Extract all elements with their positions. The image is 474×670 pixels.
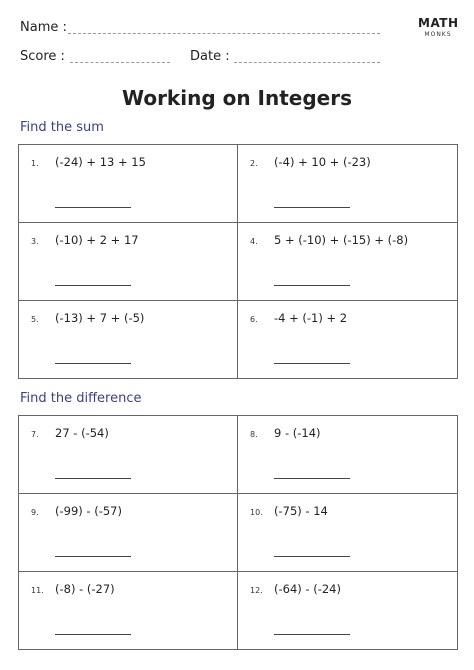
- problem-cell: [19, 494, 238, 572]
- worksheet-title: Working on Integers: [121, 86, 353, 110]
- problem-grid-difference: [18, 415, 458, 650]
- answer-line[interactable]: [274, 285, 350, 286]
- date-line[interactable]: [234, 62, 380, 63]
- problem-number: 11.: [31, 586, 44, 595]
- problem-number: 1.: [31, 159, 39, 168]
- problem-expression: -4 + (-1) + 2: [274, 311, 348, 325]
- answer-line[interactable]: [55, 634, 131, 635]
- problem-cell: [238, 301, 457, 378]
- score-line[interactable]: [70, 62, 170, 63]
- problem-expression: 27 - (-54): [55, 426, 109, 440]
- logo-text-top: MATH: [418, 16, 459, 30]
- problem-cell: [238, 572, 457, 649]
- answer-line[interactable]: [274, 207, 350, 208]
- problem-cell: [19, 416, 238, 494]
- answer-line[interactable]: [55, 363, 131, 364]
- problem-expression: (-10) + 2 + 17: [55, 233, 139, 247]
- problem-number: 10.: [250, 508, 263, 517]
- problem-cell: [238, 494, 457, 572]
- score-label: Score :: [20, 49, 65, 64]
- problem-cell: [19, 145, 238, 223]
- problem-number: 7.: [31, 430, 39, 439]
- problem-expression: (-24) + 13 + 15: [55, 155, 146, 169]
- problem-expression: (-13) + 7 + (-5): [55, 311, 145, 325]
- problem-expression: 9 - (-14): [274, 426, 321, 440]
- problem-grid-sum: [18, 144, 458, 379]
- answer-line[interactable]: [55, 478, 131, 479]
- problem-cell: [238, 223, 457, 301]
- answer-line[interactable]: [274, 556, 350, 557]
- answer-line[interactable]: [274, 478, 350, 479]
- problem-expression: (-75) - 14: [274, 504, 328, 518]
- problem-expression: (-64) - (-24): [274, 582, 341, 596]
- problem-number: 8.: [250, 430, 258, 439]
- problem-cell: [19, 301, 238, 378]
- answer-line[interactable]: [274, 634, 350, 635]
- problem-number: 12.: [250, 586, 263, 595]
- problem-cell: [238, 416, 457, 494]
- problem-number: 3.: [31, 237, 39, 246]
- problem-number: 6.: [250, 315, 258, 324]
- name-line[interactable]: [68, 33, 380, 34]
- problem-number: 4.: [250, 237, 258, 246]
- problem-number: 2.: [250, 159, 258, 168]
- name-label: Name :: [20, 20, 67, 35]
- problem-cell: [238, 145, 457, 223]
- problem-cell: [19, 572, 238, 649]
- problem-expression: 5 + (-10) + (-15) + (-8): [274, 233, 409, 247]
- problem-number: 9.: [31, 508, 39, 517]
- answer-line[interactable]: [55, 207, 131, 208]
- logo-text-bottom: MONKS: [424, 31, 452, 38]
- answer-line[interactable]: [55, 556, 131, 557]
- problem-expression: (-8) - (-27): [55, 582, 115, 596]
- section-heading-sum: Find the sum: [20, 120, 104, 135]
- math-monks-logo: [418, 16, 458, 38]
- answer-line[interactable]: [274, 363, 350, 364]
- answer-line[interactable]: [55, 285, 131, 286]
- problem-expression: (-4) + 10 + (-23): [274, 155, 371, 169]
- problem-number: 5.: [31, 315, 39, 324]
- date-label: Date :: [190, 49, 230, 64]
- section-heading-difference: Find the difference: [20, 391, 142, 406]
- problem-expression: (-99) - (-57): [55, 504, 122, 518]
- problem-cell: [19, 223, 238, 301]
